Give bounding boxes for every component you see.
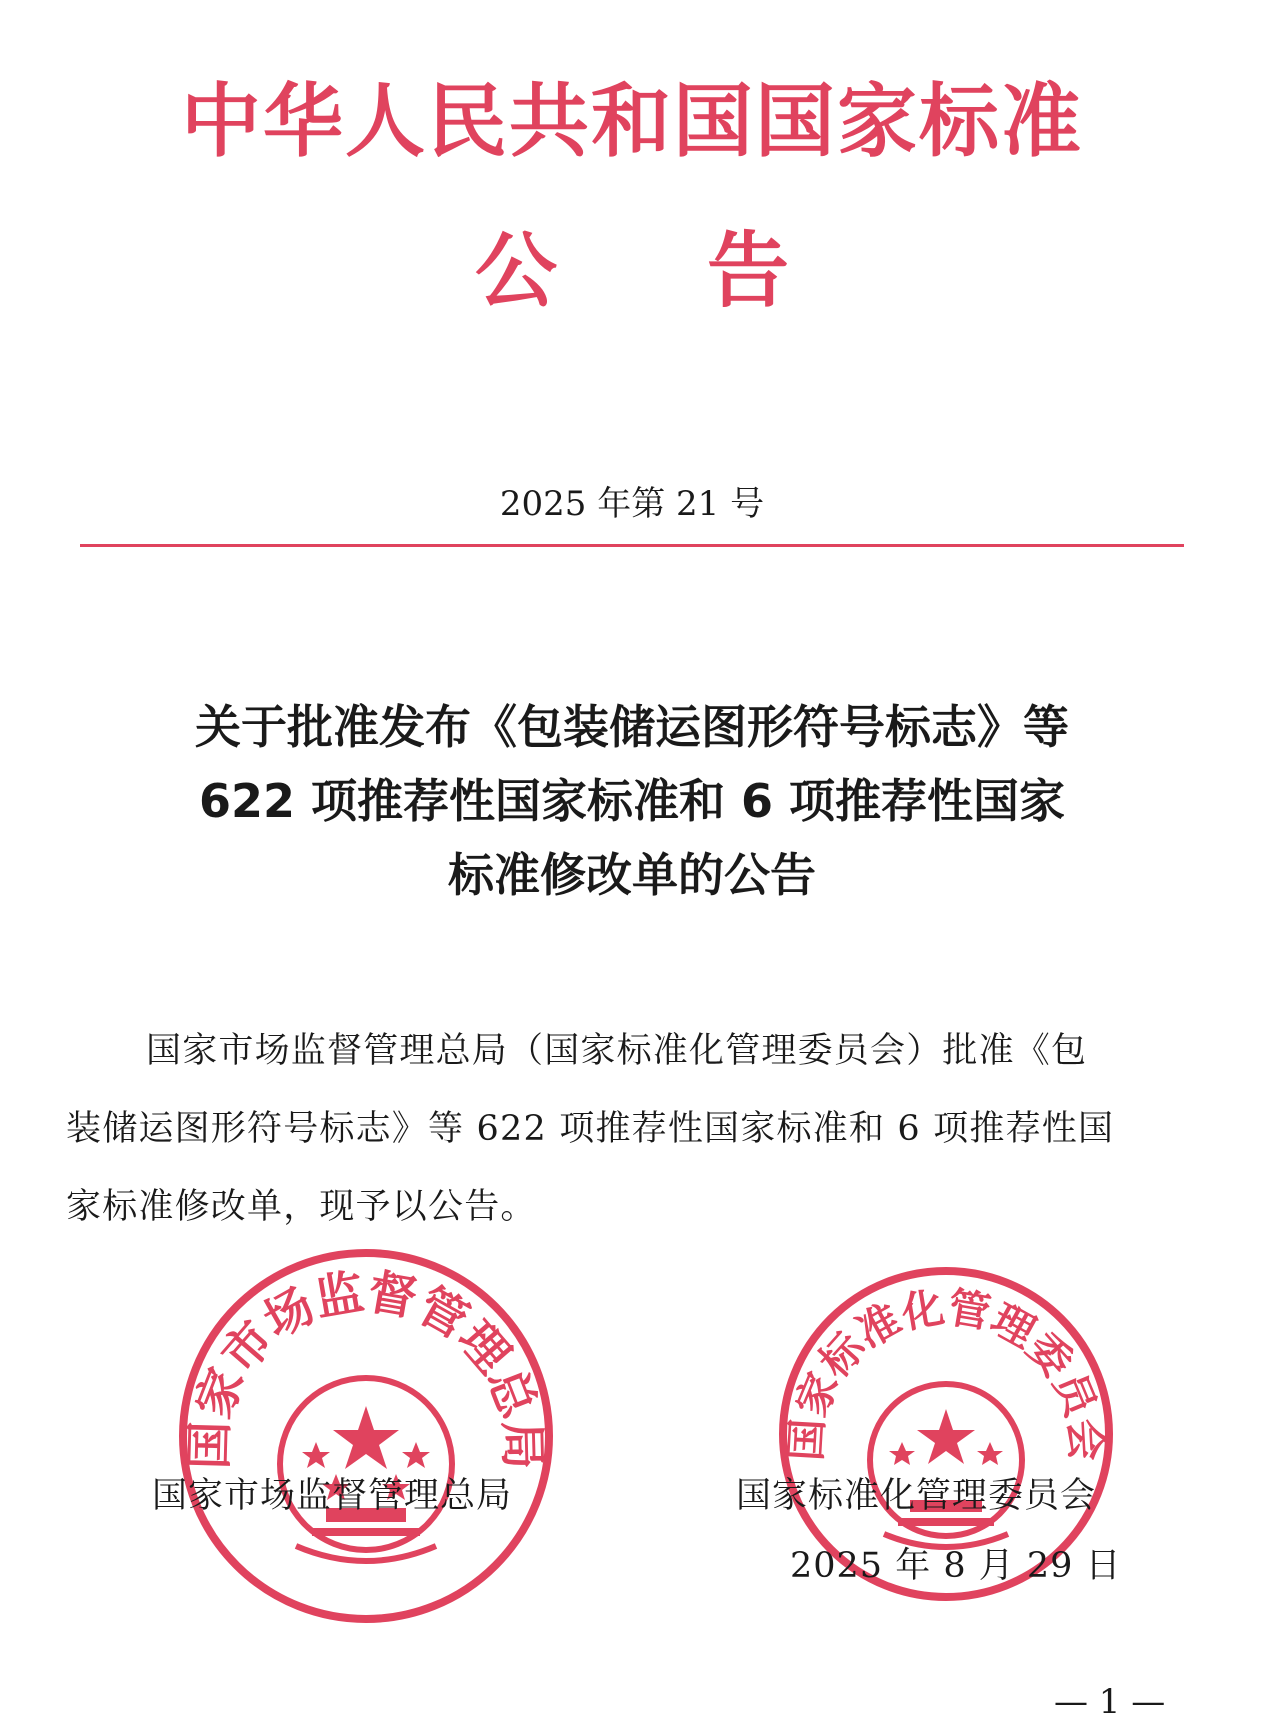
document-number: 2025 年第 21 号	[499, 484, 765, 524]
seal-sac-text: 国家标准化管理委员会	[781, 1282, 1111, 1463]
signature-date: 2025 年 8 月 29 日	[790, 1546, 1122, 1586]
national-emblem-icon	[280, 1378, 452, 1561]
red-divider	[80, 544, 1184, 547]
notice-body	[66, 1012, 1206, 1246]
signature-sac: 国家标准化管理委员会	[736, 1476, 1097, 1516]
seal-samr	[176, 1246, 556, 1626]
body-line: 国家市场监督管理总局（国家标准化管理委员会）批准《包	[146, 1031, 1088, 1071]
notice-title-line: 关于批准发布《包装储运图形符号标志》等	[195, 700, 1069, 754]
notice-title	[60, 690, 1204, 912]
seal-samr-graphic	[176, 1246, 556, 1626]
body-line: 家标准修改单，现予以公告。	[66, 1187, 537, 1227]
body-line: 装储运图形符号标志》等 622 项推荐性国家标准和 6 项推荐性国	[66, 1109, 1115, 1149]
signature-samr: 国家市场监督管理总局	[152, 1476, 513, 1516]
notice-title-line: 标准修改单的公告	[448, 848, 816, 902]
notice-title-line: 622 项推荐性国家标准和 6 项推荐性国家	[198, 774, 1066, 828]
seal-samr-text: 国家市场监督管理总局	[181, 1263, 551, 1471]
page-number: — 1 —	[1054, 1682, 1166, 1722]
header-subtitle: 公告	[474, 224, 939, 319]
national-emblem-icon	[870, 1384, 1022, 1547]
header-title: 中华人民共和国国家标准	[181, 75, 1083, 168]
